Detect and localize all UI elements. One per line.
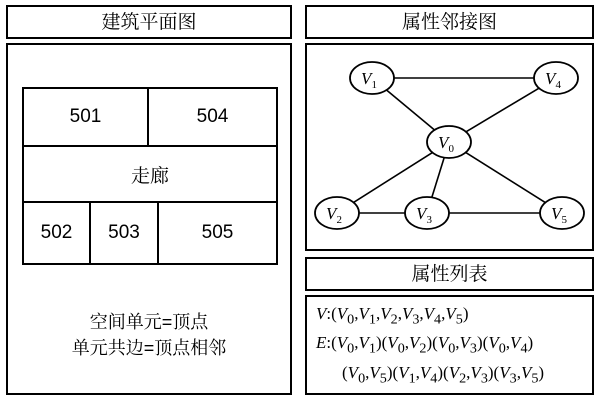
floor-plan-caption bbox=[8, 309, 290, 361]
graph-node-label: $V_4$ bbox=[545, 69, 561, 91]
room-cell-504: 504 bbox=[196, 106, 229, 127]
attribute-list-line-3: $(V_0,V_5)(V_1,V_4)(V_2,V_3)(V_3,V_5)$ bbox=[342, 362, 545, 387]
graph-edge-V0-V2 bbox=[354, 153, 433, 203]
floor-plan-row-top bbox=[24, 89, 276, 147]
caption-line-1: 空间单元=顶点 bbox=[89, 312, 209, 332]
graph-node-label: $V_0$ bbox=[438, 133, 454, 155]
graph-node-V1 bbox=[350, 62, 394, 94]
room-cell-503: 503 bbox=[91, 203, 159, 263]
room-cell-502: 502 bbox=[24, 203, 91, 263]
attribute-list-line-1: $V:(V_0,V_1,V_2,V_3,V_4,V_5)$ bbox=[316, 304, 469, 328]
floor-plan-title: 建筑平面图 bbox=[101, 12, 197, 33]
room-cell-501: 501 bbox=[24, 89, 149, 145]
graph-node-label: $V_2$ bbox=[326, 204, 342, 226]
attribute-list-line-2: $E:(V_0,V_1)(V_0,V_2)(V_0,V_3)(V_0,V_4)$ bbox=[316, 333, 534, 357]
attribute-list-title-box bbox=[305, 257, 594, 291]
graph-node-label: $V_1$ bbox=[361, 69, 377, 91]
graph-node-V5 bbox=[540, 197, 584, 229]
graph-edge-V0-V5 bbox=[466, 152, 546, 202]
graph-node-label: $V_3$ bbox=[416, 204, 432, 226]
graph-node-label: $V_5$ bbox=[551, 204, 567, 226]
graph-title-box bbox=[305, 5, 594, 39]
attribute-list-title: 属性列表 bbox=[411, 264, 488, 285]
graph-node-V2 bbox=[315, 197, 359, 229]
floor-plan-body-box bbox=[6, 43, 292, 395]
graph-node-V0 bbox=[427, 126, 471, 158]
graph-node-layer bbox=[315, 62, 584, 229]
graph-edge-V1-V0 bbox=[386, 90, 434, 130]
caption-line-2: 单元共边=顶点相邻 bbox=[71, 338, 227, 358]
adjacency-graph bbox=[307, 45, 592, 249]
floor-plan-row-bottom bbox=[24, 203, 276, 263]
graph-title: 属性邻接图 bbox=[401, 12, 497, 33]
attribute-list-lines bbox=[316, 302, 588, 390]
graph-edge-V0-V3 bbox=[432, 158, 444, 198]
floor-plan-grid bbox=[22, 87, 278, 265]
floor-plan-title-box bbox=[6, 5, 292, 39]
room-cell-505: 505 bbox=[201, 222, 234, 243]
graph-edge-V4-V0 bbox=[466, 88, 539, 132]
room-cell-corridor: 走廊 bbox=[130, 165, 169, 187]
floor-plan-row-corridor bbox=[24, 147, 276, 203]
graph-node-V4 bbox=[534, 62, 578, 94]
graph-node-V3 bbox=[405, 197, 449, 229]
